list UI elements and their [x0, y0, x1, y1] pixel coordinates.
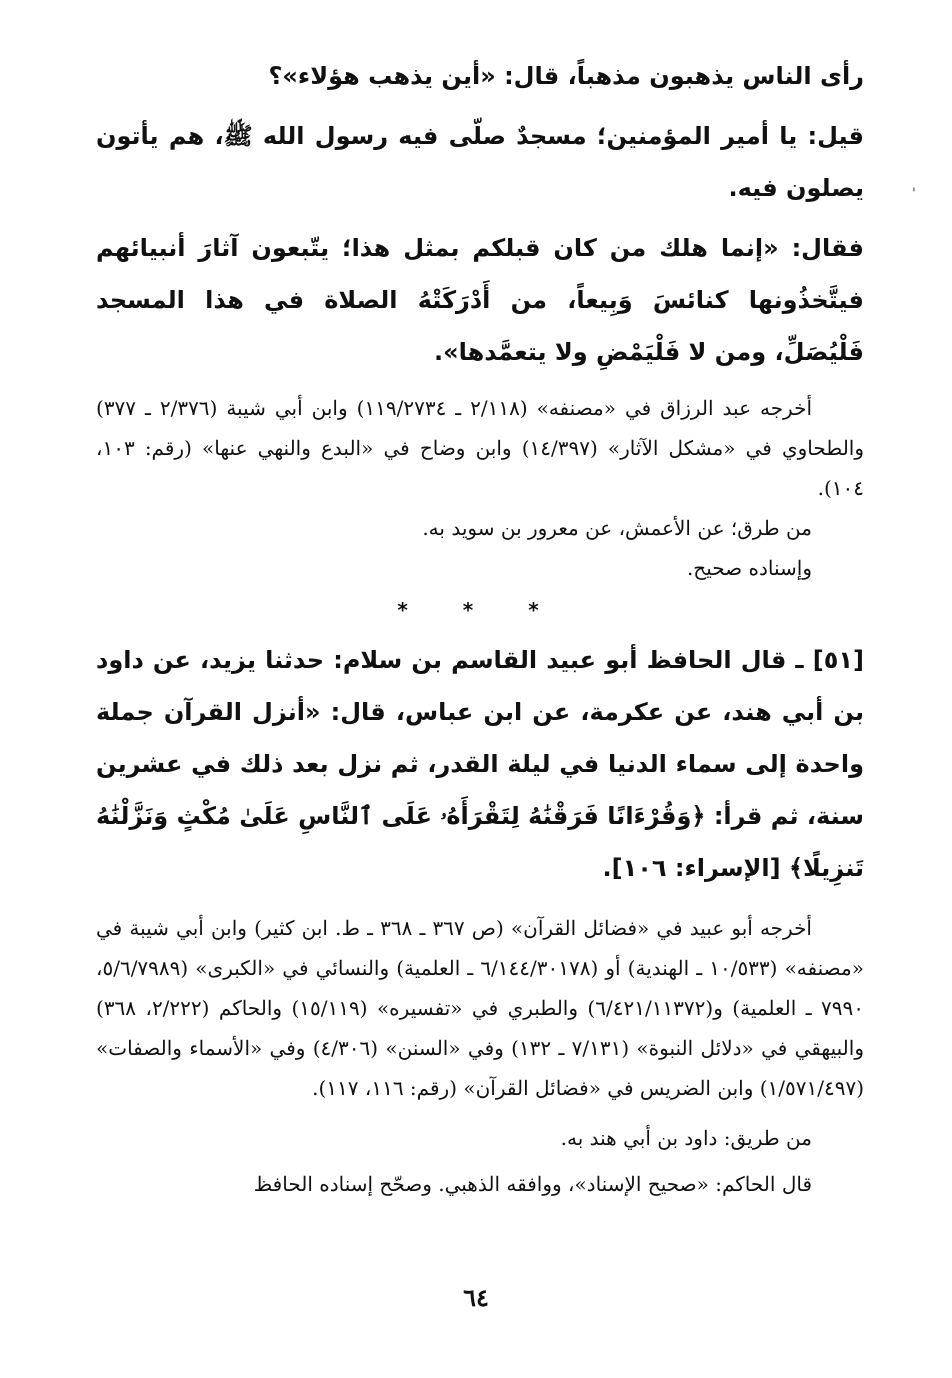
takhrij-notes: [96, 388, 864, 588]
takhrij-paragraph: وإسناده صحيح.: [686, 556, 812, 580]
book-page: [96, 50, 864, 1214]
takhrij-notes: [96, 908, 864, 1204]
takhrij-paragraph: من طريق: داود بن أبي هند به.: [560, 1126, 812, 1150]
hadith-text-paragraph: رأى الناس يذهبون مذهباً، قال: «أين يذهب هؤلاء»؟: [268, 62, 864, 90]
hadith-text-paragraph: فقال: «إنما هلك من كان قبلكم بمثل هذا؛ يتّبعون آثارَ أنبيائهم فيتَّخذُونها كنائسَ وَبِيعاً، من أَدْرَكَتْهُ الصلاة في هذا المسجد فَلْيُصَلِّ، ومن لا فَلْيَمْضِ ولا يتعمَّدها».: [96, 234, 864, 366]
section-separator: * * *: [397, 598, 563, 622]
takhrij-paragraph: من طرق؛ عن الأعمش، عن معرور بن سويد به.: [422, 516, 812, 540]
takhrij-paragraph: أخرجه أبو عبيد في «فضائل القرآن» (ص ٣٦٧ ـ ٣٦٨ ـ ط. ابن كثير) وابن أبي شيبة في «مصنفه» (١٠/٥٣٣ ـ الهندية) أو (٦/١٤٤/٣٠١٧٨ ـ العلمية) والنسائي في «الكبرى» (٥/٦/٧٩٨٩، ٧٩٩٠ ـ العلمية) و(٦/٤٢١/١١٣٧٢) والطبري في «تفسيره» (١٥/١١٩) والحاكم (٢/٢٢٢، ٣٦٨) والبيهقي في «دلائل النبوة» (٧/١٣١ ـ ١٣٢) وفي «السنن» (٤/٣٠٦) وفي «الأسماء والصفات» (١/٥٧١/٤٩٧) وابن الضريس في «فضائل القرآن» (رقم: ١١٦، ١١٧).: [96, 916, 865, 1100]
margin-tick-mark: ': [912, 186, 916, 202]
hadith-text-paragraph: قيل: يا أمير المؤمنين؛ مسجدٌ صلّى فيه رسول الله ﷺ، هم يأتون يصلون فيه.: [96, 122, 864, 202]
takhrij-paragraph: أخرجه عبد الرزاق في «مصنفه» (٢/١١٨ ـ ١١٩/٢٧٣٤) وابن أبي شيبة (٢/٣٧٦ ـ ٣٧٧) والطحاوي في «مشكل الآثار» (١٤/٣٩٧) وابن وضاح في «البدع والنهي عنها» (رقم: ١٠٣، ١٠٤).: [96, 396, 865, 500]
hadith-text-paragraph: [٥١] ـ قال الحافظ أبو عبيد القاسم بن سلام: حدثنا يزيد، عن داود بن أبي هند، عن عكرمة، عن ابن عباس، قال: «أنزل القرآن جملة واحدة إلى سماء الدنيا في ليلة القدر، ثم نزل بعد ذلك في عشرين سنة، ثم قرأ: ﴿وَقُرْءَانًا فَرَقْنَٰهُ لِتَقْرَأَهُۥ عَلَى ٱلنَّاسِ عَلَىٰ مُكْثٍ وَنَزَّلْنَٰهُ تَنزِيلًا﴾ [الإسراء: ١٠٦].: [96, 646, 864, 882]
page-number: ٦٤: [463, 1283, 489, 1312]
takhrij-paragraph: قال الحاكم: «صحيح الإسناد»، ووافقه الذهبي. وصحّح إسناده الحافظ: [253, 1172, 812, 1196]
